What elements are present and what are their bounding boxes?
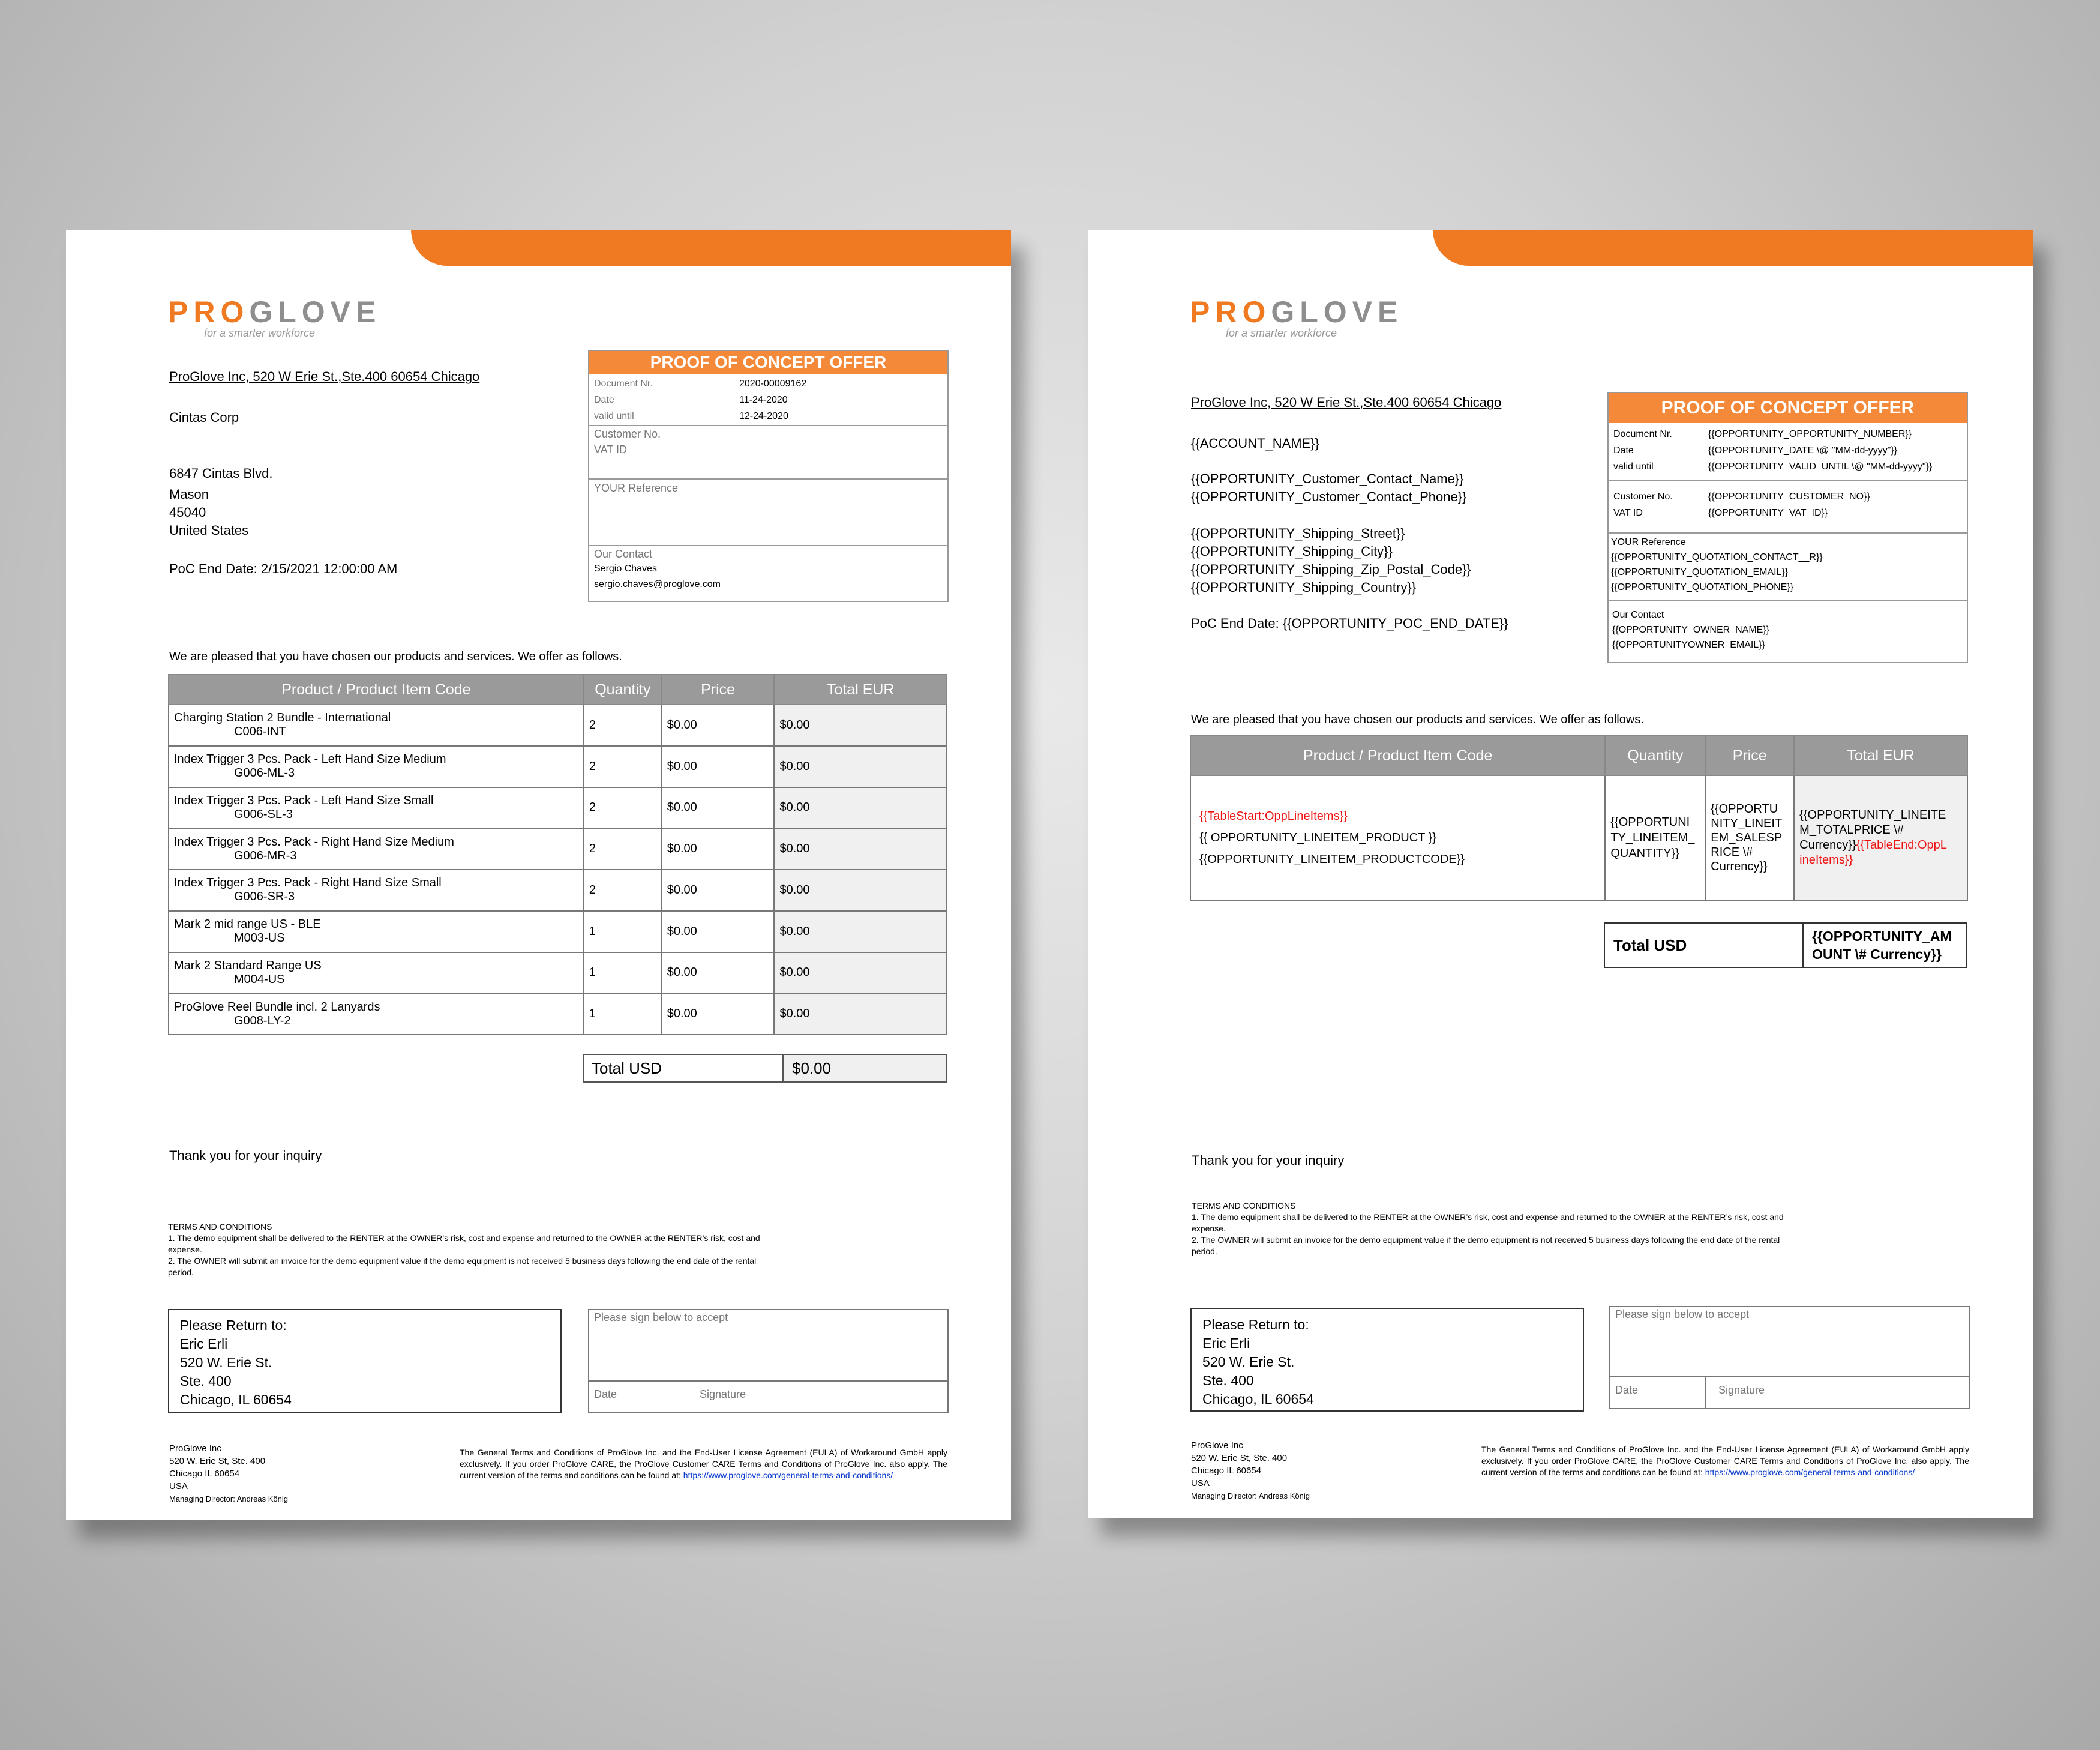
table-end-tag-2: ineItems}} — [1799, 853, 1853, 867]
terms-block — [1192, 1200, 1984, 1257]
date-value: 11-24-2020 — [739, 395, 788, 405]
footer-city: Chicago IL 60654 — [169, 1469, 240, 1479]
price-cell: $0.00 — [662, 705, 775, 746]
signature-label: Signature — [700, 1388, 746, 1400]
product-cell — [169, 746, 584, 787]
table-row — [169, 787, 947, 829]
footer-company: ProGlove Inc — [169, 1443, 221, 1454]
table-row — [169, 911, 947, 952]
terms-2b: period. — [168, 1267, 194, 1277]
ref-email-field: {{OPPORTUNITY_QUOTATION_EMAIL}} — [1611, 567, 1789, 577]
template-offer-document — [1088, 230, 2033, 1518]
terms-1a: 1. The demo equipment shall be delivered to the RENTER at the OWNER’s risk, cost and expense and returned to the OWNER at the RENTER’s risk, cost and — [1192, 1212, 1784, 1222]
product-code: M003-US — [234, 931, 285, 945]
vat-id-label: VAT ID — [1613, 508, 1643, 518]
total-cell: $0.00 — [774, 746, 947, 787]
return-name: Eric Erli — [1202, 1335, 1250, 1351]
divider — [589, 478, 947, 480]
product-code: G006-MR-3 — [234, 849, 297, 862]
product-code: G006-SR-3 — [234, 890, 295, 904]
table-header-row — [169, 675, 947, 705]
quantity-cell: 1 — [584, 911, 662, 952]
date-label: Date — [1615, 1384, 1639, 1396]
total-cell: $0.00 — [774, 993, 947, 1035]
sign-label: Please sign below to accept — [1615, 1308, 1750, 1320]
logo-pro: PRO — [1190, 295, 1271, 329]
price-cell: $0.00 — [662, 952, 775, 994]
product-cell — [169, 705, 584, 746]
price-field-2: NITY_LINEIT — [1711, 817, 1783, 830]
total-box — [1604, 922, 1967, 968]
product-cell — [169, 952, 584, 994]
product-name: Index Trigger 3 Pcs. Pack - Right Hand Size Small — [174, 876, 442, 890]
terms-1b: expense. — [168, 1245, 202, 1254]
quantity-cell: 1 — [584, 993, 662, 1035]
your-reference-label: YOUR Reference — [1611, 537, 1686, 547]
header-price: Price — [662, 675, 775, 705]
product-cell — [169, 993, 584, 1035]
customer-name: Cintas Corp — [169, 410, 239, 425]
logo-pro: PRO — [168, 295, 250, 329]
owner-email-field: {{OPPORTUNITYOWNER_EMAIL}} — [1612, 640, 1765, 650]
items-table-template — [1190, 735, 1968, 901]
footer-address — [169, 1442, 288, 1505]
terms-2a: 2. The OWNER will submit an invoice for the demo equipment value if the demo equipment is not received 5 business days following the end date of the rental — [1192, 1235, 1780, 1245]
return-title: Please Return to: — [1202, 1317, 1309, 1332]
our-contact-label: Our Contact — [1612, 610, 1664, 620]
ref-phone-field: {{OPPORTUNITY_QUOTATION_PHONE}} — [1611, 582, 1794, 592]
return-address-box — [168, 1309, 562, 1413]
product-code-field: {{OPPORTUNITY_LINEITEM_PRODUCTCODE}} — [1199, 853, 1465, 866]
signature-line — [1610, 1376, 1969, 1377]
header-price: Price — [1705, 736, 1794, 775]
items-table — [168, 674, 947, 1035]
customer-no-field: {{OPPORTUNITY_CUSTOMER_NO}} — [1708, 492, 1870, 502]
logo-glove: GLOVE — [1271, 295, 1403, 329]
product-cell — [1190, 775, 1605, 900]
divider — [1609, 600, 1967, 601]
return-street: 520 W. Erie St. — [1202, 1354, 1295, 1370]
product-code: G008-LY-2 — [234, 1014, 291, 1027]
legal-text — [460, 1447, 947, 1481]
quantity-cell — [1605, 775, 1705, 900]
terms-link[interactable]: https://www.proglove.com/general-terms-and-conditions/ — [683, 1470, 893, 1480]
date-field: {{OPPORTUNITY_DATE \@ "MM-dd-yyyy"}} — [1708, 445, 1898, 456]
logo-tagline: for a smarter workforce — [1226, 327, 1337, 339]
total-box — [583, 1054, 947, 1083]
product-name: Mark 2 Standard Range US — [174, 958, 322, 972]
vat-id-label: VAT ID — [594, 444, 628, 456]
address-zip: 45040 — [169, 505, 206, 520]
sender-line: ProGlove Inc, 520 W Erie St.,Ste.400 60654 Chicago — [169, 369, 480, 384]
ship-country-field: {{OPPORTUNITY_Shipping_Country}} — [1191, 580, 1417, 595]
quantity-field-2: TY_LINEITEM_ — [1610, 831, 1695, 844]
thanks-text: Thank you for your inquiry — [169, 1148, 322, 1163]
terms-title: TERMS AND CONDITIONS — [168, 1222, 272, 1231]
our-contact-label: Our Contact — [594, 548, 653, 560]
header-quantity: Quantity — [584, 675, 662, 705]
valid-until-label: valid until — [1613, 462, 1654, 472]
quantity-cell: 2 — [584, 746, 662, 787]
table-row — [169, 828, 947, 870]
valid-until-field: {{OPPORTUNITY_VALID_UNTIL \@ "MM-dd-yyyy"}} — [1708, 462, 1933, 472]
return-street: 520 W. Erie St. — [180, 1355, 272, 1370]
product-code: G006-SL-3 — [234, 807, 293, 821]
return-title: Please Return to: — [180, 1317, 287, 1333]
price-cell: $0.00 — [662, 787, 775, 829]
sign-label: Please sign below to accept — [594, 1311, 728, 1323]
product-cell — [169, 911, 584, 952]
offer-box-title: PROOF OF CONCEPT OFFER — [1609, 393, 1967, 423]
valid-until-value: 12-24-2020 — [739, 411, 788, 421]
total-field-3: Currency}} — [1799, 838, 1856, 852]
offer-box-title: PROOF OF CONCEPT OFFER — [589, 351, 947, 374]
divider — [589, 425, 947, 426]
poc-end-date: PoC End Date: 2/15/2021 12:00:00 AM — [169, 561, 398, 576]
table-row — [169, 952, 947, 994]
table-row — [169, 870, 947, 911]
legal-body: The General Terms and Conditions of ProGlove Inc. and the End-User License Agreement (EULA) of Workaround GmbH apply exclusively. If you order ProGlove CARE, the ProGlove Customer CARE Terms and Conditions of ProGlove Inc. also apply. The current version of the terms and conditions can be found at: — [1481, 1445, 1969, 1477]
address-country: United States — [169, 523, 249, 538]
total-cell — [1794, 775, 1967, 900]
product-name: Charging Station 2 Bundle - International — [174, 711, 391, 725]
divider — [589, 545, 947, 546]
price-cell: $0.00 — [662, 746, 775, 787]
logo-tagline: for a smarter workforce — [204, 327, 316, 339]
price-cell — [1705, 775, 1794, 900]
total-value-line-1: {{OPPORTUNITY_AM — [1812, 928, 1952, 944]
ship-street-field: {{OPPORTUNITY_Shipping_Street}} — [1191, 526, 1405, 541]
your-reference-label: YOUR Reference — [594, 482, 679, 494]
account-name: {{ACCOUNT_NAME}} — [1191, 436, 1319, 451]
product-cell — [169, 870, 584, 911]
total-value-field — [1804, 924, 1966, 967]
total-value: $0.00 — [784, 1055, 946, 1081]
address-street: 6847 Cintas Blvd. — [169, 466, 273, 481]
signature-label: Signature — [1718, 1384, 1765, 1396]
price-cell: $0.00 — [662, 870, 775, 911]
divider — [1609, 480, 1967, 481]
footer-street: 520 W. Erie St, Ste. 400 — [169, 1456, 266, 1466]
return-city: Chicago, IL 60654 — [1202, 1391, 1314, 1407]
footer-country: USA — [169, 1481, 188, 1491]
return-suite: Ste. 400 — [180, 1373, 232, 1389]
divider — [1609, 532, 1967, 534]
doc-nr-label: Document Nr. — [594, 379, 653, 389]
return-city: Chicago, IL 60654 — [180, 1392, 292, 1407]
intro-text: We are pleased that you have chosen our products and services. We offer as follows. — [1191, 713, 1644, 726]
product-cell — [169, 828, 584, 870]
doc-nr-value: 2020-00009162 — [739, 379, 807, 389]
date-label: Date — [594, 395, 614, 405]
customer-no-label: Customer No. — [1613, 492, 1673, 502]
footer-company: ProGlove Inc — [1191, 1440, 1243, 1451]
orange-header-stripe — [411, 230, 1011, 266]
product-name: ProGlove Reel Bundle incl. 2 Lanyards — [174, 1000, 380, 1014]
vat-id-field: {{OPPORTUNITY_VAT_ID}} — [1708, 508, 1828, 518]
table-header-row — [1190, 736, 1967, 775]
footer-country: USA — [1191, 1478, 1210, 1488]
header-product: Product / Product Item Code — [169, 675, 584, 705]
poc-end-date: PoC End Date: {{OPPORTUNITY_POC_END_DATE}} — [1191, 616, 1508, 631]
table-row — [1190, 775, 1967, 900]
total-label: Total USD — [1605, 924, 1804, 967]
signature-box[interactable] — [588, 1309, 949, 1413]
product-name: Index Trigger 3 Pcs. Pack - Left Hand Size Small — [174, 793, 434, 807]
terms-2b: period. — [1192, 1246, 1217, 1256]
thanks-text: Thank you for your inquiry — [1192, 1153, 1345, 1168]
table-start-tag: {{TableStart:OppLineItems}} — [1199, 810, 1348, 823]
filled-offer-document — [66, 230, 1011, 1520]
owner-name-field: {{OPPORTUNITY_OWNER_NAME}} — [1612, 625, 1769, 635]
ship-city-field: {{OPPORTUNITY_Shipping_City}} — [1191, 544, 1393, 559]
footer-city: Chicago IL 60654 — [1191, 1466, 1262, 1476]
quantity-cell: 2 — [584, 705, 662, 746]
doc-nr-label: Document Nr. — [1613, 429, 1672, 439]
product-field: {{ OPPORTUNITY_LINEITEM_PRODUCT }} — [1199, 831, 1436, 844]
intro-text: We are pleased that you have chosen our products and services. We offer as follows. — [169, 650, 622, 663]
quantity-field-1: {{OPPORTUNI — [1610, 816, 1690, 829]
proglove-logo — [168, 295, 381, 329]
total-cell: $0.00 — [774, 952, 947, 994]
proglove-logo — [1190, 295, 1403, 329]
total-cell: $0.00 — [774, 787, 947, 829]
product-name: Index Trigger 3 Pcs. Pack - Right Hand Size Medium — [174, 835, 454, 849]
doc-nr-field: {{OPPORTUNITY_OPPORTUNITY_NUMBER}} — [1708, 429, 1912, 439]
address-city: Mason — [169, 487, 209, 502]
footer-address — [1191, 1439, 1310, 1502]
logo-glove: GLOVE — [249, 295, 382, 329]
header-total: Total EUR — [774, 675, 947, 705]
ship-zip-field: {{OPPORTUNITY_Shipping_Zip_Postal_Code}} — [1191, 562, 1471, 577]
return-suite: Ste. 400 — [1202, 1373, 1254, 1388]
header-quantity: Quantity — [1605, 736, 1705, 775]
terms-1b: expense. — [1192, 1224, 1226, 1233]
quantity-cell: 2 — [584, 828, 662, 870]
total-cell: $0.00 — [774, 911, 947, 952]
total-cell: $0.00 — [774, 705, 947, 746]
terms-1a: 1. The demo equipment shall be delivered to the RENTER at the OWNER’s risk, cost and expense and returned to the OWNER at the RENTER’s risk, cost and — [168, 1233, 760, 1243]
date-divider — [1705, 1376, 1706, 1408]
price-cell: $0.00 — [662, 828, 775, 870]
terms-link[interactable]: https://www.proglove.com/general-terms-and-conditions/ — [1705, 1467, 1915, 1477]
price-cell: $0.00 — [662, 911, 775, 952]
terms-block — [168, 1221, 960, 1278]
price-cell: $0.00 — [662, 993, 775, 1035]
ref-contact-field: {{OPPORTUNITY_QUOTATION_CONTACT__R}} — [1611, 552, 1823, 562]
orange-header-stripe — [1433, 230, 2033, 266]
customer-no-label: Customer No. — [594, 428, 661, 440]
quantity-cell: 2 — [584, 870, 662, 911]
header-product: Product / Product Item Code — [1190, 736, 1605, 775]
product-code: G006-ML-3 — [234, 766, 295, 780]
total-cell: $0.00 — [774, 828, 947, 870]
contact-email: sergio.chaves@proglove.com — [594, 579, 721, 589]
quantity-cell: 2 — [584, 787, 662, 829]
contact-name: Sergio Chaves — [594, 564, 657, 574]
sender-line: ProGlove Inc, 520 W Erie St.,Ste.400 60654 Chicago — [1191, 395, 1502, 410]
product-cell — [169, 787, 584, 829]
total-label: Total USD — [584, 1055, 784, 1081]
header-total: Total EUR — [1794, 736, 1967, 775]
footer-street: 520 W. Erie St, Ste. 400 — [1191, 1453, 1288, 1463]
price-field-5: Currency}} — [1711, 860, 1768, 873]
product-code: C006-INT — [234, 725, 286, 739]
total-field-1: {{OPPORTUNITY_LINEITE — [1799, 808, 1946, 822]
contact-phone-field: {{OPPORTUNITY_Customer_Contact_Phone}} — [1191, 489, 1467, 504]
price-field-3: EM_SALESP — [1711, 831, 1783, 844]
price-field-4: RICE \# — [1711, 846, 1753, 859]
terms-2a: 2. The OWNER will submit an invoice for the demo equipment value if the demo equipment is not received 5 business days following the end date of the rental — [168, 1256, 757, 1266]
footer-director: Managing Director: Andreas König — [1191, 1491, 1310, 1500]
return-name: Eric Erli — [180, 1336, 228, 1352]
total-field-2: M_TOTALPRICE \# — [1799, 823, 1904, 837]
signature-line — [589, 1380, 947, 1382]
total-value-line-2: OUNT \# Currency}} — [1812, 946, 1942, 962]
total-cell: $0.00 — [774, 870, 947, 911]
footer-director: Managing Director: Andreas König — [169, 1494, 289, 1503]
signature-box[interactable] — [1609, 1306, 1970, 1409]
date-label: Date — [594, 1388, 617, 1400]
table-row — [169, 705, 947, 746]
valid-until-label: valid until — [594, 411, 634, 421]
quantity-field-3: QUANTITY}} — [1610, 847, 1679, 860]
quantity-cell: 1 — [584, 952, 662, 994]
legal-text — [1481, 1444, 1969, 1478]
product-name: Mark 2 mid range US - BLE — [174, 918, 321, 931]
table-end-tag: {{TableEnd:OppL — [1856, 838, 1947, 852]
return-address-box — [1190, 1308, 1584, 1412]
table-row — [169, 746, 947, 787]
product-name: Index Trigger 3 Pcs. Pack - Left Hand Size Medium — [174, 753, 446, 766]
legal-body: The General Terms and Conditions of ProGlove Inc. and the End-User License Agreement (EULA) of Workaround GmbH apply exclusively. If you order ProGlove CARE, the ProGlove Customer CARE Terms and Conditions of ProGlove Inc. also apply. The current version of the terms and conditions can be found at: — [460, 1448, 947, 1480]
contact-name-field: {{OPPORTUNITY_Customer_Contact_Name}} — [1191, 471, 1464, 486]
product-code: M004-US — [234, 972, 285, 986]
terms-title: TERMS AND CONDITIONS — [1192, 1201, 1296, 1210]
table-row — [169, 993, 947, 1035]
price-field-1: {{OPPORTU — [1711, 802, 1778, 816]
date-label: Date — [1613, 445, 1634, 456]
